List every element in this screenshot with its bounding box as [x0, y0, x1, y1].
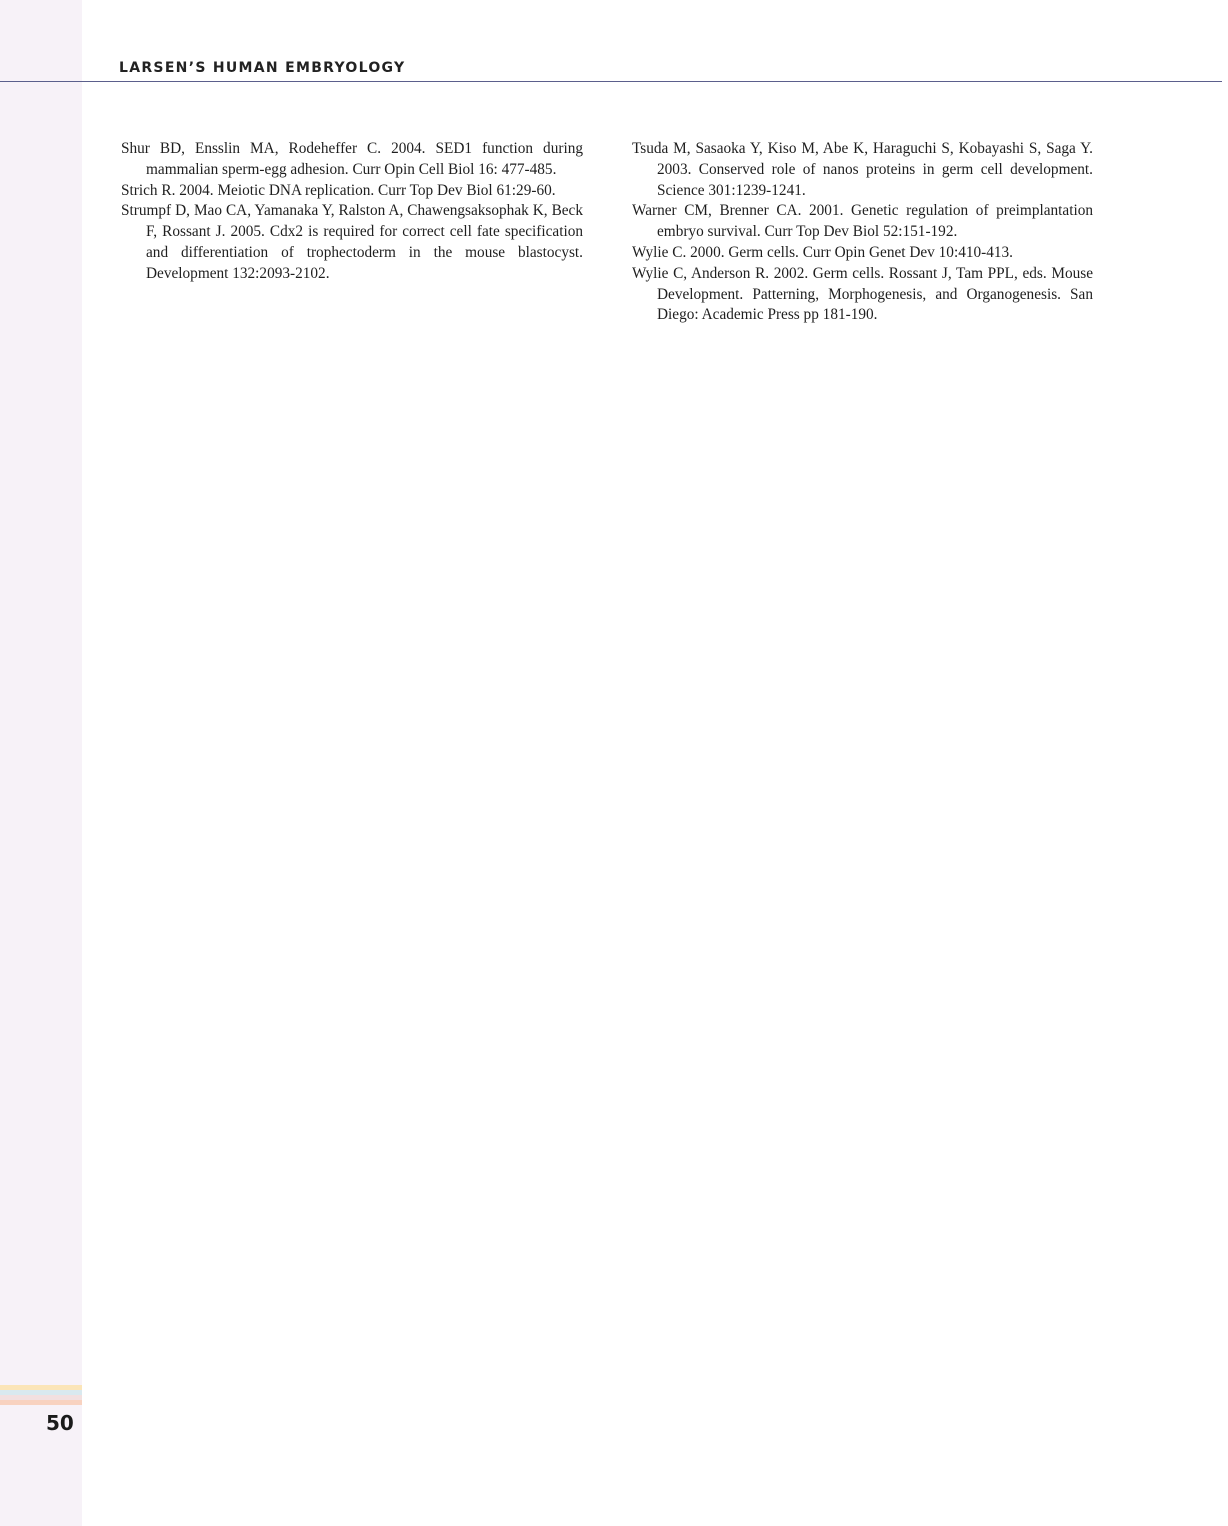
reference-item: Wylie C. 2000. Germ cells. Curr Opin Genet Dev 10:410-413. — [632, 243, 1014, 261]
page-number: 50 — [46, 1411, 74, 1435]
reference-item: Strich R. 2004. Meiotic DNA replication. Curr Top Dev Biol 61:29-60. — [121, 181, 556, 199]
reference-item: Warner CM, Brenner CA. 2001. Genetic regulation of preimplantation embryo survival. Curr Top Dev Biol 52:151-192. — [632, 202, 1093, 241]
page-side-margin — [0, 0, 82, 1526]
decorative-stripe — [0, 1400, 82, 1405]
reference-item: Shur BD, Ensslin MA, Rodeheffer C. 2004. SED1 function during mammalian sperm-egg adhesion. Curr Opin Cell Biol 16: 477-485. — [121, 140, 583, 178]
running-header-title: LARSEN’S HUMAN EMBRYOLOGY — [119, 60, 406, 76]
reference-item: Wylie C, Anderson R. 2002. Germ cells. Rossant J, Tam PPL, eds. Mouse Development. Patterning, Morphogenesis, and Organogenesis. San Diego: Academic Press pp 181-190. — [632, 264, 1093, 324]
reference-list-left — [121, 139, 583, 285]
reference-item: Tsuda M, Sasaoka Y, Kiso M, Abe K, Haraguchi S, Kobayashi S, Saga Y. 2003. Conserved role of nanos proteins in germ cell development. Science 301:1239-1241. — [632, 140, 1093, 199]
header-divider — [0, 81, 1222, 82]
reference-list-right — [632, 139, 1093, 326]
reference-item: Strumpf D, Mao CA, Yamanaka Y, Ralston A, Chawengsaksophak K, Beck F, Rossant J. 2005. Cdx2 is required for correct cell fate specification and differentiation of trophectoderm in the mouse blastocyst. Development 132:2093-2102. — [121, 202, 583, 282]
